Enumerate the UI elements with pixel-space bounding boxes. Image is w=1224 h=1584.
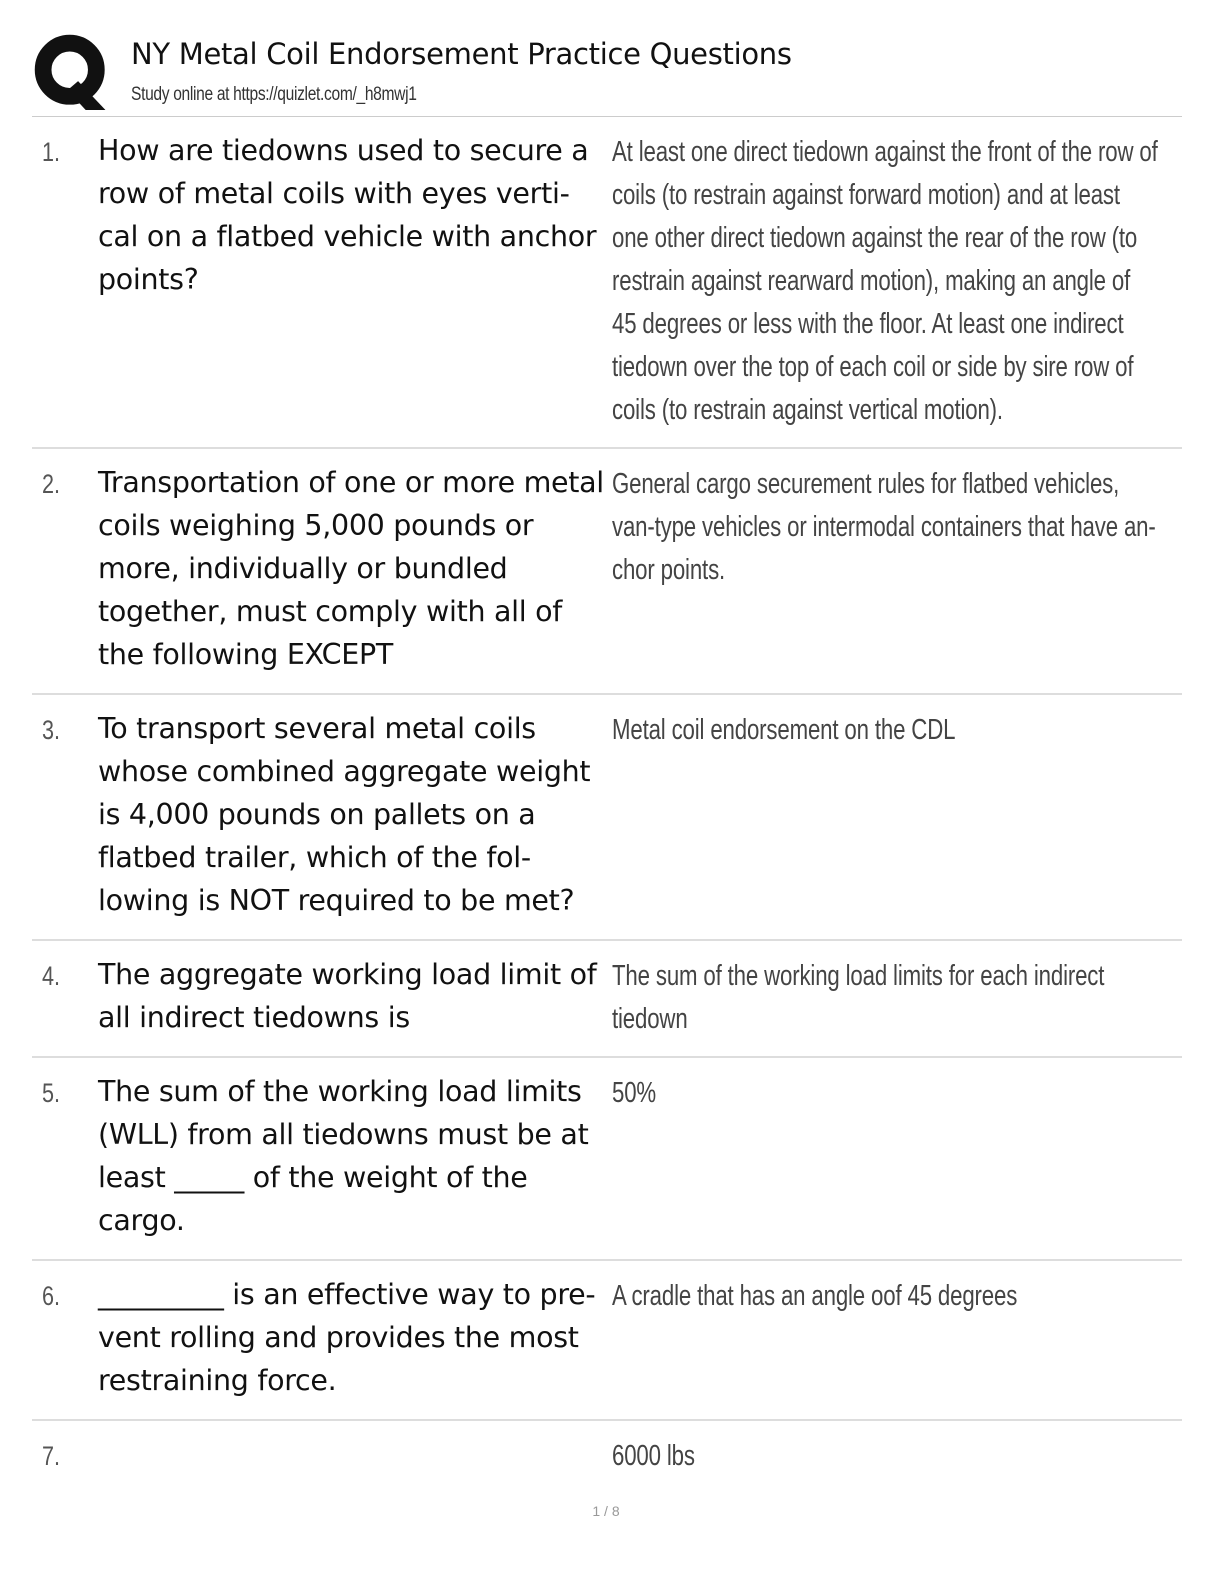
card-question: The aggregate working load limit of all indirect tiedowns is <box>98 958 597 1034</box>
flashcard-row <box>32 1058 1182 1261</box>
card-question: Transportation of one or more metal coils weighing 5,000 pounds or more, individually or bundled together, must comply with all of the following EXCEPT <box>98 466 604 671</box>
card-question: To transport several metal coils whose combined aggregate weight is 4,000 pounds on pallets on a flatbed trailer, which of the fol-lowing is NOT required to be met? <box>98 712 591 917</box>
card-answer: 6000 lbs <box>612 1440 695 1472</box>
document-header <box>32 32 1182 118</box>
card-answer: Metal coil endorsement on the CDL <box>612 714 956 746</box>
quizlet-q-logo-icon <box>34 34 110 110</box>
card-number: 1. <box>42 137 61 167</box>
flashcard-row <box>32 1261 1182 1421</box>
flashcard-row <box>32 117 1182 449</box>
card-answer: A cradle that has an angle oof 45 degrees <box>612 1280 1018 1312</box>
page-title: NY Metal Coil Endorsement Practice Questions <box>131 37 792 71</box>
card-number: 2. <box>42 469 61 499</box>
flashcard-row <box>32 449 1182 695</box>
flashcard-row <box>32 695 1182 941</box>
card-question: How are tiedowns used to secure a row of metal coils with eyes verti-cal on a flatbed vehicle with anchor points? <box>98 134 597 296</box>
card-number: 7. <box>42 1441 61 1471</box>
flashcard-row <box>32 1421 1182 1491</box>
card-number: 4. <box>42 961 61 991</box>
card-question: The sum of the working load limits (WLL) from all tiedowns must be at least _____ of the weight of the cargo. <box>98 1075 589 1237</box>
study-online-link[interactable]: Study online at https://quizlet.com/_h8mwj1 <box>131 84 417 105</box>
card-answer: At least one direct tiedown against the front of the row of coils (to restrain against forward motion) and at least one other direct tiedown against the rear of the row (to restrain against rearward motion), making an angle of 45 degrees or less with the floor. At least one indirect tiedown over the top of each coil or side by sire row of coils (to restrain against vertical motion). <box>612 136 1158 426</box>
page-indicator: 1 / 8 <box>592 1503 620 1519</box>
card-answer: General cargo securement rules for flatbed vehicles, van-type vehicles or intermodal containers that have an-chor points. <box>612 468 1156 586</box>
card-number: 3. <box>42 715 61 745</box>
card-answer: The sum of the working load limits for each indirect tiedown <box>612 960 1105 1035</box>
flashcard-row <box>32 941 1182 1058</box>
card-number: 6. <box>42 1281 61 1311</box>
card-answer: 50% <box>612 1077 657 1109</box>
card-question: _________ is an effective way to pre-vent rolling and provides the most restraining force. <box>98 1278 596 1397</box>
card-number: 5. <box>42 1078 61 1108</box>
flashcard-list <box>32 117 1182 1491</box>
